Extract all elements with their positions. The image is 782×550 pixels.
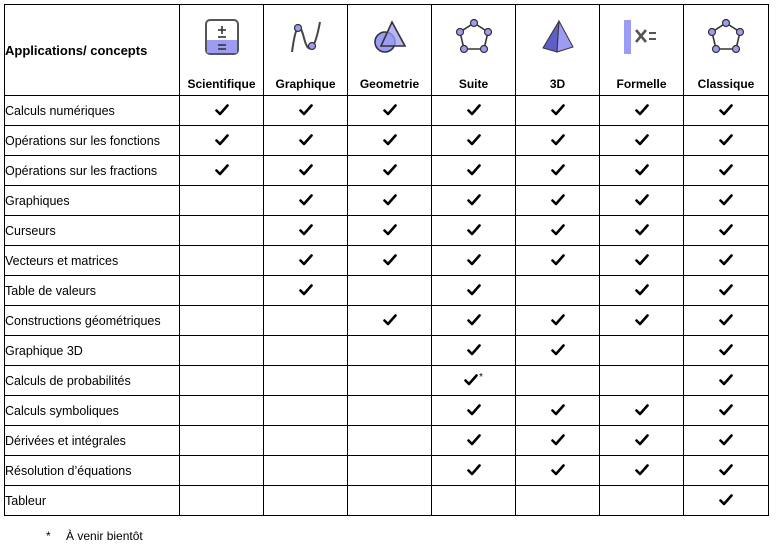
support-cell	[516, 456, 600, 486]
table-row	[5, 126, 769, 156]
checkmark-icon	[551, 464, 565, 476]
support-cell	[180, 366, 264, 396]
feature-name: Constructions géométriques	[5, 306, 180, 336]
app-header-3d	[516, 5, 600, 96]
table-row	[5, 216, 769, 246]
support-cell	[600, 216, 684, 246]
checkmark-icon	[551, 224, 565, 236]
checkmark-icon	[719, 134, 733, 146]
checkmark-icon	[467, 464, 481, 476]
support-cell	[516, 396, 600, 426]
checkmark-icon	[383, 134, 397, 146]
support-cell	[180, 396, 264, 426]
feature-name: Opérations sur les fractions	[5, 156, 180, 186]
support-cell	[432, 336, 516, 366]
support-cell	[180, 216, 264, 246]
checkmark-icon	[551, 254, 565, 266]
app-label: 3D	[549, 77, 566, 91]
app-label: Suite	[458, 77, 489, 91]
support-cell	[348, 396, 432, 426]
support-cell	[348, 156, 432, 186]
support-cell	[180, 156, 264, 186]
checkmark-icon	[635, 254, 649, 266]
support-cell	[432, 426, 516, 456]
support-cell	[432, 126, 516, 156]
header-row	[5, 5, 769, 96]
checkmark-icon	[635, 224, 649, 236]
support-cell	[432, 156, 516, 186]
support-cell	[264, 96, 348, 126]
applications-concepts-table	[4, 4, 769, 516]
checkmark-icon	[719, 284, 733, 296]
support-cell	[180, 426, 264, 456]
cas-x-equals-icon	[622, 18, 662, 56]
support-cell	[600, 426, 684, 456]
checkmark-icon	[299, 284, 313, 296]
table-row	[5, 396, 769, 426]
support-cell	[264, 366, 348, 396]
checkmark-icon	[215, 104, 229, 116]
feature-name: Graphique 3D	[5, 336, 180, 366]
table-row	[5, 486, 769, 516]
checkmark-icon	[299, 224, 313, 236]
support-cell	[348, 456, 432, 486]
app-label: Classique	[697, 77, 755, 91]
checkmark-icon	[719, 344, 733, 356]
app-label: Scientifique	[187, 77, 256, 91]
support-cell	[432, 246, 516, 276]
app-label: Geometrie	[359, 77, 420, 91]
support-cell	[180, 96, 264, 126]
table-row	[5, 186, 769, 216]
support-cell	[348, 186, 432, 216]
feature-name: Calculs numériques	[5, 96, 180, 126]
support-cell	[432, 276, 516, 306]
checkmark-icon	[383, 104, 397, 116]
checkmark-icon	[467, 224, 481, 236]
support-cell	[264, 456, 348, 486]
checkmark-icon	[635, 434, 649, 446]
pyramid-3d-icon	[539, 18, 577, 56]
app-header-geometrie	[348, 5, 432, 96]
checkmark-icon	[467, 434, 481, 446]
checkmark-icon	[551, 434, 565, 446]
support-cell	[348, 126, 432, 156]
checkmark-icon	[719, 374, 733, 386]
support-cell	[180, 456, 264, 486]
feature-name: Table de valeurs	[5, 276, 180, 306]
checkmark-icon	[719, 404, 733, 416]
checkmark-icon	[719, 164, 733, 176]
app-header-formelle	[600, 5, 684, 96]
app-header-suite	[432, 5, 516, 96]
feature-name: Dérivées et intégrales	[5, 426, 180, 456]
support-cell	[264, 396, 348, 426]
support-cell	[600, 276, 684, 306]
support-cell	[432, 216, 516, 246]
support-cell	[684, 216, 769, 246]
support-cell	[264, 426, 348, 456]
support-cell	[264, 336, 348, 366]
support-cell	[348, 96, 432, 126]
checkmark-icon	[383, 224, 397, 236]
checkmark-icon	[299, 104, 313, 116]
checkmark-icon	[467, 344, 481, 356]
support-cell	[684, 156, 769, 186]
support-cell	[684, 426, 769, 456]
support-cell	[516, 216, 600, 246]
checkmark-icon	[719, 224, 733, 236]
support-cell	[600, 336, 684, 366]
graphing-curve-icon	[288, 18, 324, 56]
support-cell	[516, 96, 600, 126]
checkmark-icon	[635, 194, 649, 206]
support-cell	[600, 246, 684, 276]
support-cell	[348, 246, 432, 276]
app-header-graphique	[264, 5, 348, 96]
footnote-reference: *	[479, 371, 483, 383]
support-cell	[264, 486, 348, 516]
support-cell	[600, 366, 684, 396]
support-cell	[600, 486, 684, 516]
feature-name: Calculs symboliques	[5, 396, 180, 426]
support-cell	[684, 186, 769, 216]
support-cell	[180, 186, 264, 216]
table-row	[5, 426, 769, 456]
checkmark-icon	[635, 284, 649, 296]
table-row	[5, 336, 769, 366]
support-cell	[516, 336, 600, 366]
checkmark-icon	[635, 134, 649, 146]
footnote-text: À venir bientôt	[66, 529, 143, 543]
checkmark-icon	[467, 314, 481, 326]
support-cell	[348, 276, 432, 306]
checkmark-icon	[467, 164, 481, 176]
support-cell	[684, 126, 769, 156]
support-cell	[432, 486, 516, 516]
checkmark-icon	[719, 494, 733, 506]
support-cell	[348, 336, 432, 366]
support-cell	[264, 186, 348, 216]
support-cell	[684, 456, 769, 486]
checkmark-icon	[719, 254, 733, 266]
support-cell	[180, 276, 264, 306]
feature-name: Curseurs	[5, 216, 180, 246]
app-label: Formelle	[616, 77, 667, 91]
support-cell	[600, 396, 684, 426]
checkmark-icon	[299, 134, 313, 146]
checkmark-icon	[467, 254, 481, 266]
table-row	[5, 96, 769, 126]
support-cell	[432, 96, 516, 126]
checkmark-icon	[299, 194, 313, 206]
checkmark-icon	[719, 434, 733, 446]
support-cell	[348, 366, 432, 396]
support-cell	[684, 366, 769, 396]
checkmark-icon	[551, 104, 565, 116]
checkmark-icon	[215, 164, 229, 176]
support-cell	[348, 426, 432, 456]
checkmark-icon	[551, 404, 565, 416]
support-cell	[684, 336, 769, 366]
checkmark-icon	[719, 314, 733, 326]
checkmark-icon	[467, 104, 481, 116]
checkmark-icon	[299, 164, 313, 176]
support-cell	[348, 486, 432, 516]
table-row	[5, 156, 769, 186]
support-cell	[516, 366, 600, 396]
feature-name: Tableur	[5, 486, 180, 516]
support-cell	[516, 246, 600, 276]
checkmark-icon	[719, 194, 733, 206]
support-cell	[180, 336, 264, 366]
checkmark-icon	[551, 344, 565, 356]
feature-name: Opérations sur les fonctions	[5, 126, 180, 156]
checkmark-icon	[467, 134, 481, 146]
support-cell	[684, 276, 769, 306]
footnote	[46, 529, 143, 543]
checkmark-icon	[383, 314, 397, 326]
support-cell	[180, 306, 264, 336]
support-cell	[432, 366, 516, 396]
support-cell	[600, 126, 684, 156]
support-cell	[180, 486, 264, 516]
pentagon-points-icon	[707, 18, 745, 56]
support-cell	[600, 456, 684, 486]
checkmark-icon	[635, 314, 649, 326]
support-cell	[516, 486, 600, 516]
support-cell	[600, 306, 684, 336]
checkmark-icon	[383, 164, 397, 176]
table-row	[5, 306, 769, 336]
app-header-scientifique	[180, 5, 264, 96]
footnote-marker: *	[46, 529, 51, 543]
checkmark-icon	[383, 254, 397, 266]
support-cell	[516, 186, 600, 216]
checkmark-icon	[551, 314, 565, 326]
support-cell	[264, 156, 348, 186]
checkmark-icon	[635, 404, 649, 416]
support-cell	[600, 96, 684, 126]
checkmark-icon	[464, 374, 478, 386]
checkmark-icon	[299, 254, 313, 266]
scientific-calculator-icon	[204, 18, 240, 56]
support-cell	[264, 126, 348, 156]
app-label: Graphique	[275, 77, 336, 91]
support-cell	[516, 426, 600, 456]
support-cell	[684, 96, 769, 126]
support-cell	[684, 306, 769, 336]
support-cell	[264, 306, 348, 336]
support-cell	[432, 306, 516, 336]
checkmark-icon	[551, 134, 565, 146]
support-cell	[264, 246, 348, 276]
table-row	[5, 366, 769, 396]
support-cell	[600, 156, 684, 186]
support-cell	[684, 486, 769, 516]
checkmark-icon	[635, 104, 649, 116]
support-cell	[432, 396, 516, 426]
checkmark-icon	[635, 164, 649, 176]
checkmark-icon	[719, 104, 733, 116]
checkmark-icon	[551, 194, 565, 206]
feature-name: Résolution d’équations	[5, 456, 180, 486]
support-cell	[264, 216, 348, 246]
support-cell	[264, 276, 348, 306]
feature-name: Calculs de probabilités	[5, 366, 180, 396]
support-cell	[600, 186, 684, 216]
table-row	[5, 246, 769, 276]
checkmark-icon	[551, 164, 565, 176]
checkmark-icon	[215, 134, 229, 146]
table-row	[5, 456, 769, 486]
support-cell	[180, 126, 264, 156]
table-body	[5, 96, 769, 516]
pentagon-points-icon	[455, 18, 493, 56]
support-cell	[684, 246, 769, 276]
table-row	[5, 276, 769, 306]
support-cell	[348, 306, 432, 336]
support-cell	[684, 396, 769, 426]
geometry-circle-triangle-icon	[371, 18, 409, 56]
support-cell	[516, 156, 600, 186]
support-cell	[180, 246, 264, 276]
feature-name: Vecteurs et matrices	[5, 246, 180, 276]
support-cell	[516, 126, 600, 156]
checkmark-icon	[383, 194, 397, 206]
support-cell	[516, 306, 600, 336]
feature-name: Graphiques	[5, 186, 180, 216]
checkmark-icon	[467, 194, 481, 206]
checkmark-icon	[467, 404, 481, 416]
support-cell	[516, 276, 600, 306]
corner-header: Applications/ concepts	[5, 5, 180, 96]
support-cell	[432, 186, 516, 216]
support-cell	[432, 456, 516, 486]
checkmark-icon	[467, 284, 481, 296]
app-header-classique	[684, 5, 769, 96]
support-cell	[348, 216, 432, 246]
checkmark-icon	[719, 464, 733, 476]
checkmark-icon	[635, 464, 649, 476]
